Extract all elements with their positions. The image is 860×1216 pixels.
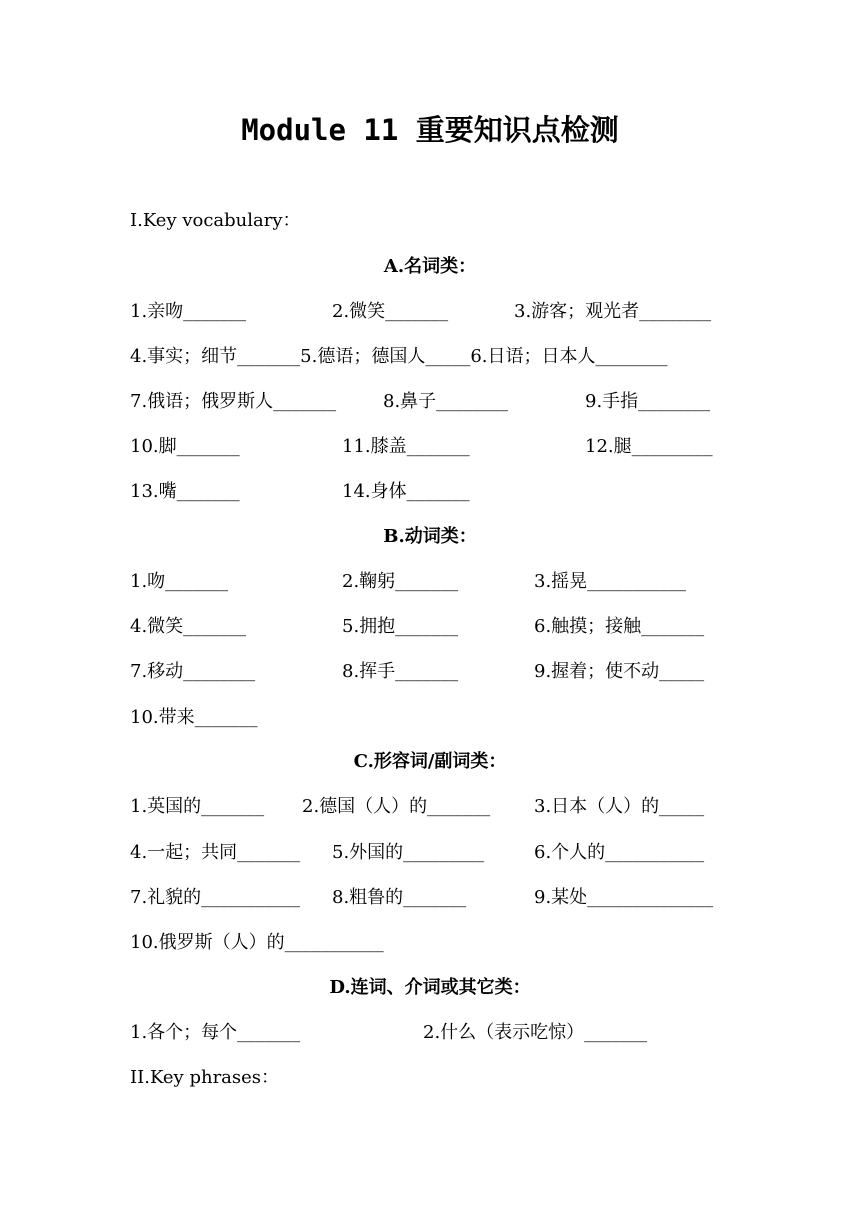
noun-item: 7.俄语；俄罗斯人_______ [130,391,337,412]
noun-row [0,477,860,505]
noun-item: 8.鼻子________ [383,391,509,412]
noun-item: 13.嘴_______ [130,481,240,502]
noun-item: 11.膝盖_______ [342,436,470,457]
noun-row [0,297,860,325]
other-item: 2.什么（表示吃惊）_______ [423,1022,648,1043]
adjective-item: 4.一起；共同_______ [130,842,301,863]
page-title: Module 11 重要知识点检测 [241,113,619,147]
others-heading: D.连词、介词或其它类： [329,977,531,998]
vocabulary-heading: I.Key vocabulary： [130,210,301,231]
nouns-heading: A.名词类： [383,256,477,277]
verb-row [0,703,860,731]
verb-item: 3.摇晃___________ [534,571,687,592]
verb-item: 1.吻_______ [130,571,229,592]
noun-item: 10.脚_______ [130,436,240,457]
verb-row [0,567,860,595]
adjective-item: 3.日本（人）的_____ [534,796,705,817]
noun-item: 2.微笑_______ [332,301,449,322]
noun-item: 1.亲吻_______ [130,301,247,322]
adjective-row [0,792,860,820]
verb-item: 7.移动________ [130,661,256,682]
phrases-heading: II.Key phrases： [130,1067,280,1088]
adjective-item: 2.德国（人）的_______ [302,796,491,817]
verb-item: 4.微笑_______ [130,616,247,637]
noun-item: 3.游客；观光者________ [514,301,712,322]
adjective-item: 8.粗鲁的_______ [332,887,467,908]
verb-row [0,612,860,640]
adjectives-heading: C.形容词/副词类： [353,751,507,772]
adjective-item: 6.个人的___________ [534,842,705,863]
other-row [0,1018,860,1046]
noun-row [0,432,860,460]
adjective-item: 1.英国的_______ [130,796,265,817]
noun-item: 9.手指________ [585,391,711,412]
noun-row [0,387,860,415]
verb-item: 2.鞠躬_______ [342,571,459,592]
noun-item: 12.腿_________ [585,436,713,457]
verb-item: 6.触摸；接触_______ [534,616,705,637]
verb-item: 10.带来_______ [130,707,258,728]
other-item: 1.各个；每个_______ [130,1022,301,1043]
verb-item: 5.拥抱_______ [342,616,459,637]
noun-item: 14.身体_______ [342,481,470,502]
verbs-heading: B.动词类： [383,526,477,547]
verb-item: 8.挥手_______ [342,661,459,682]
noun-row [0,342,860,370]
adjective-row [0,928,860,956]
adjective-item: 7.礼貌的___________ [130,887,301,908]
verb-row [0,657,860,685]
adjective-item: 10.俄罗斯（人）的___________ [130,932,384,953]
noun-item: 4.事实；细节_______5.德语；德国人_____6.日语；日本人________ [130,346,668,367]
adjective-item: 5.外国的_________ [332,842,485,863]
adjective-row [0,883,860,911]
adjective-row [0,838,860,866]
verb-item: 9.握着；使不动_____ [534,661,705,682]
adjective-item: 9.某处______________ [534,887,714,908]
